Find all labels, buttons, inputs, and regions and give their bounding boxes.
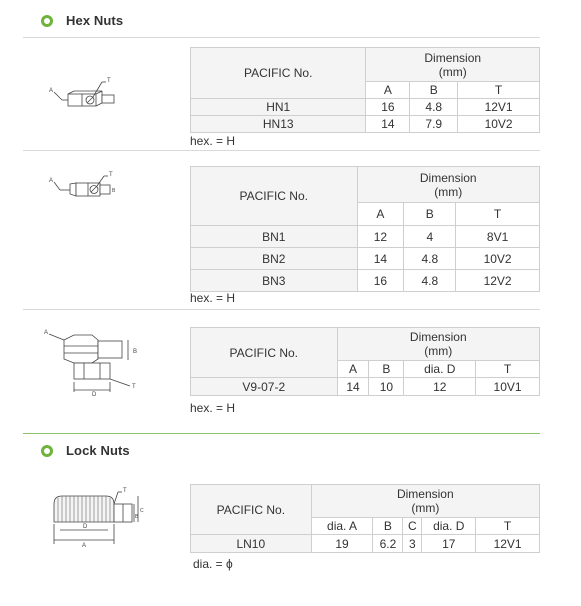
cell-a: 16 <box>366 99 410 116</box>
col-header-dimension <box>311 485 539 518</box>
col-header-t: T <box>456 203 540 226</box>
section-title-lock-nuts <box>41 443 130 458</box>
cell-a: 14 <box>357 248 404 270</box>
col-header-pacific-no: PACIFIC No. <box>191 485 312 535</box>
cell-t: 12V1 <box>458 99 540 116</box>
label-a: A <box>82 543 87 548</box>
col-header-t: T <box>476 361 540 378</box>
section-title-text: Hex Nuts <box>66 13 124 28</box>
label-d: D <box>92 392 97 398</box>
col-header-b: B <box>373 518 403 535</box>
cell-a: 14 <box>337 378 369 396</box>
part-number: BN2 <box>191 248 358 270</box>
col-header-t: T <box>476 518 540 535</box>
lock-nut-drawing <box>42 486 152 548</box>
label-t: T <box>107 78 111 84</box>
hex-nut-drawing-2 <box>46 170 126 204</box>
cell-dia-a: 19 <box>311 535 373 553</box>
table-row <box>191 378 540 396</box>
col-header-dia-d: dia. D <box>422 518 476 535</box>
label-b: B <box>135 514 139 520</box>
unit-label: (mm) <box>411 501 440 515</box>
cell-b: 6.2 <box>373 535 403 553</box>
divider <box>23 150 540 151</box>
col-header-a: A <box>357 203 404 226</box>
table-row <box>191 226 540 248</box>
note-dia: dia. = ϕ <box>193 557 233 571</box>
cell-t: 12V1 <box>476 535 540 553</box>
circle-bullet-icon <box>41 445 53 457</box>
table-row <box>191 116 540 133</box>
section-divider <box>23 433 540 434</box>
unit-label: (mm) <box>438 64 467 79</box>
table-row <box>191 535 540 553</box>
section-title-text: Lock Nuts <box>66 443 130 458</box>
col-header-b: B <box>369 361 404 378</box>
col-header-pacific-no: PACIFIC No. <box>191 167 358 226</box>
col-header-t: T <box>458 82 540 99</box>
cell-t: 12V2 <box>456 270 540 292</box>
unit-label: (mm) <box>434 184 463 199</box>
part-number: BN1 <box>191 226 358 248</box>
dimension-label: Dimension <box>419 170 477 185</box>
label-t: T <box>109 172 113 178</box>
col-header-pacific-no: PACIFIC No. <box>191 328 338 378</box>
note-hex: hex. = H <box>190 401 236 415</box>
dimension-label: Dimension <box>396 487 454 501</box>
part-number: V9-07-2 <box>191 378 338 396</box>
unit-label: (mm) <box>424 344 453 358</box>
note-hex: hex. = H <box>190 134 236 148</box>
cell-b: 4.8 <box>410 99 458 116</box>
cell-t: 10V1 <box>476 378 540 396</box>
label-b: B <box>112 188 116 194</box>
dimension-label: Dimension <box>424 50 482 65</box>
cell-t: 10V2 <box>456 248 540 270</box>
label-a: A <box>49 88 54 94</box>
col-header-dia-a: dia. A <box>311 518 373 535</box>
note-hex: hex. = H <box>190 291 236 305</box>
label-c: C <box>140 508 144 514</box>
cell-b: 4.8 <box>404 248 456 270</box>
cell-dia-d: 12 <box>404 378 476 396</box>
part-number: HN1 <box>191 99 366 116</box>
dimension-label: Dimension <box>409 330 467 344</box>
cell-b: 4 <box>404 226 456 248</box>
section-title-hex-nuts <box>41 13 123 28</box>
col-header-dimension <box>337 328 539 361</box>
part-number: HN13 <box>191 116 366 133</box>
col-header-b: B <box>410 82 458 99</box>
spec-table-hex-nuts-bn <box>190 166 540 292</box>
col-header-dimension <box>357 167 540 203</box>
circle-bullet-icon <box>41 15 53 27</box>
cell-dia-d: 17 <box>422 535 476 553</box>
table-row <box>191 270 540 292</box>
cell-b: 4.8 <box>404 270 456 292</box>
col-header-b: B <box>404 203 456 226</box>
col-header-c: C <box>403 518 422 535</box>
hex-nut-drawing-1 <box>46 74 126 114</box>
label-d: D <box>83 524 88 530</box>
cell-b: 10 <box>369 378 404 396</box>
col-header-dimension <box>366 48 540 82</box>
divider <box>23 309 540 310</box>
label-a: A <box>49 178 54 184</box>
table-row <box>191 248 540 270</box>
cell-a: 14 <box>366 116 410 133</box>
divider <box>23 37 540 38</box>
col-header-a: A <box>366 82 410 99</box>
part-number: LN10 <box>191 535 312 553</box>
part-number: BN3 <box>191 270 358 292</box>
cell-a: 12 <box>357 226 404 248</box>
cell-c: 3 <box>403 535 422 553</box>
spec-table-hex-nuts-hn <box>190 47 540 133</box>
label-t: T <box>132 384 136 390</box>
col-header-dia-d: dia. D <box>404 361 476 378</box>
hex-nut-drawing-3 <box>40 326 150 398</box>
label-a: A <box>44 330 49 336</box>
col-header-pacific-no: PACIFIC No. <box>191 48 366 99</box>
spec-table-hex-nuts-v9 <box>190 327 540 396</box>
cell-t: 8V1 <box>456 226 540 248</box>
table-row <box>191 99 540 116</box>
label-b: B <box>133 349 138 355</box>
col-header-a: A <box>337 361 369 378</box>
cell-t: 10V2 <box>458 116 540 133</box>
cell-b: 7.9 <box>410 116 458 133</box>
label-t: T <box>123 488 127 494</box>
cell-a: 16 <box>357 270 404 292</box>
spec-table-lock-nuts <box>190 484 540 553</box>
